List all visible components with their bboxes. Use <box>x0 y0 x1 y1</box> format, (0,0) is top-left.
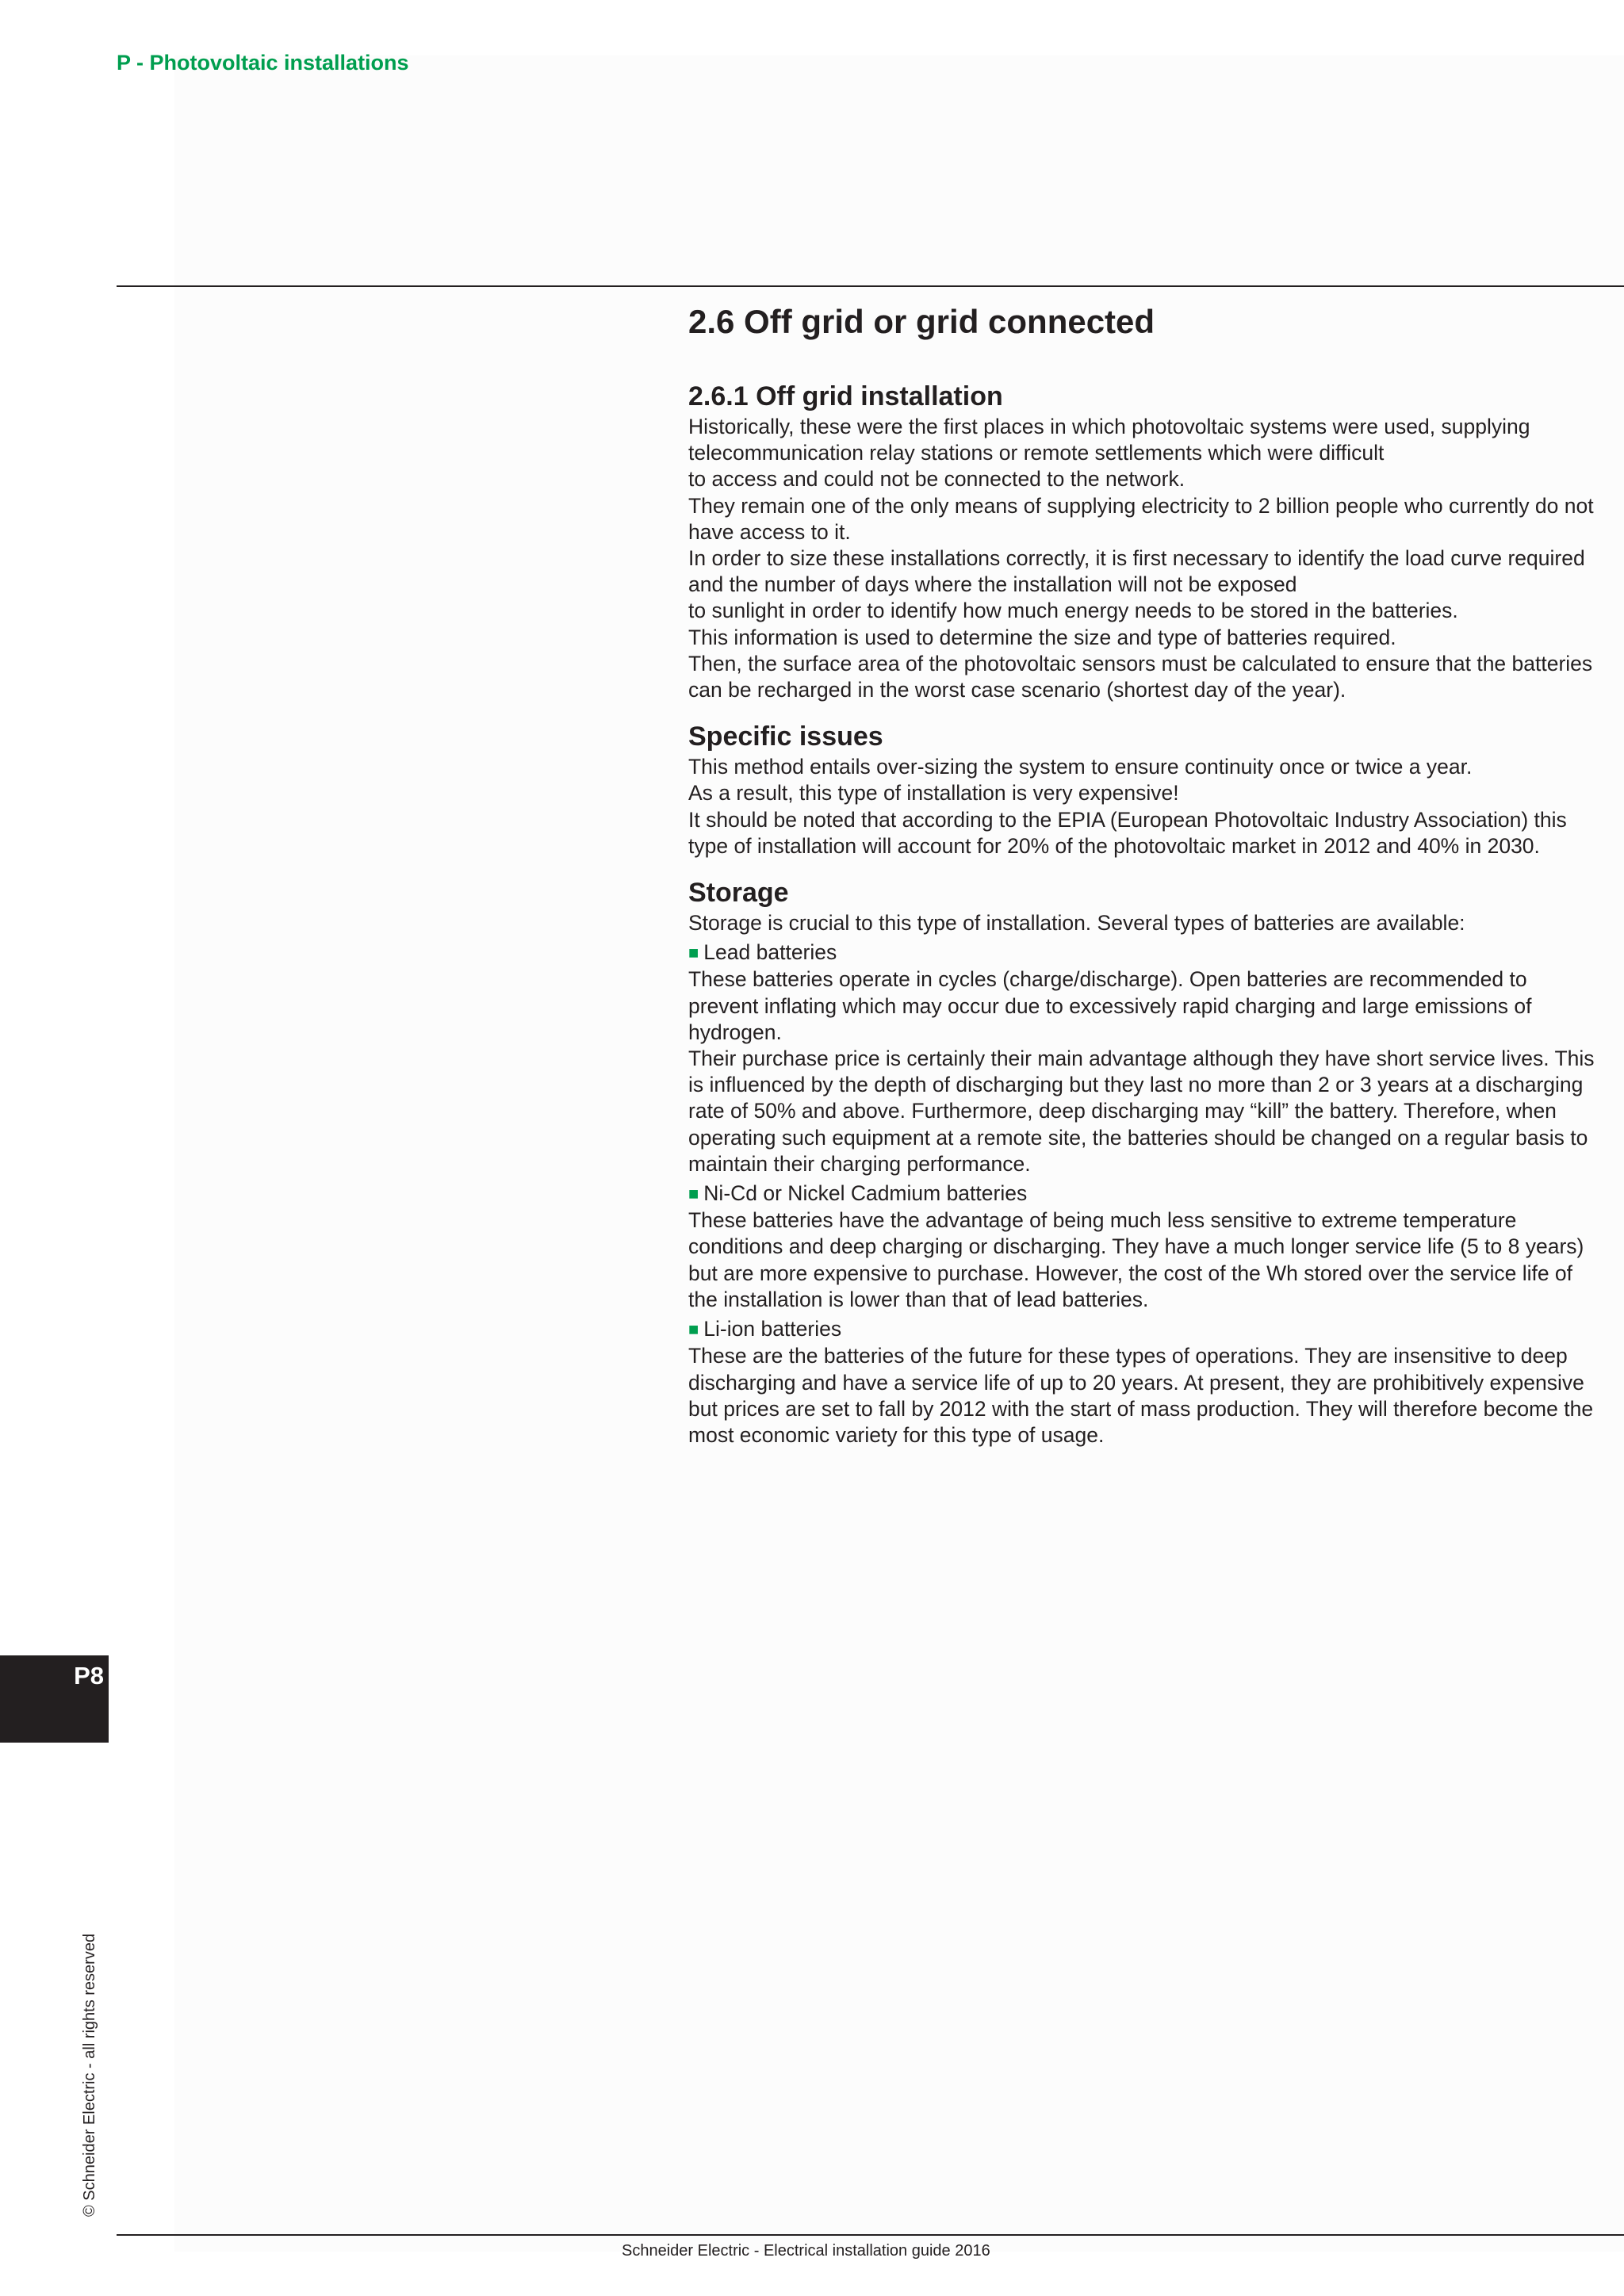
paragraph: This information is used to determine the size and type of batteries required. <box>688 625 1396 649</box>
bullet-item-nicd <box>688 1181 1600 1207</box>
subsection-heading-off-grid: 2.6.1 Off grid installation <box>688 381 1003 411</box>
bullet-square-icon: ■ <box>688 943 699 963</box>
main-content <box>688 300 1600 1448</box>
section-header: P - Photovoltaic installations <box>117 51 409 75</box>
paragraph: Historically, these were the first places in which photovoltaic systems were used, supplying telecommunication relay stations or remote settlements which were difficult <box>688 415 1530 465</box>
copyright-notice: © Schneider Electric - all rights reserved <box>81 1933 98 2217</box>
paragraph: It should be noted that according to the EPIA (European Photovoltaic Industry Association) this type of installation will account for 20% of the photovoltaic market in 2012 and 40% in 2030. <box>688 807 1567 858</box>
page-number: P8 <box>74 1662 104 1689</box>
subsection-heading-storage: Storage <box>688 878 789 909</box>
paragraph: These are the batteries of the future for these types of operations. They are insensitive to deep discharging and have a service life of up to 20 years. At present, they are prohibitively expensive but prices are set to fall by 2012 with the start of mass production. They will therefore become the most economic variety for this type of usage. <box>688 1344 1594 1447</box>
top-rule <box>117 285 1624 287</box>
paragraph: In order to size these installations correctly, it is first necessary to identify the load curve required and the number of days where the installation will not be exposed <box>688 546 1585 597</box>
paragraph: These batteries have the advantage of being much less sensitive to extreme temperature conditions and deep charging or discharging. They have a much longer service life (5 to 8 years) but are more expensive to purchase. However, the cost of the Wh stored over the service life of the installation is lower than that of lead batteries. <box>688 1208 1584 1311</box>
bullet-label: Lead batteries <box>703 940 837 965</box>
subsection-heading-specific-issues: Specific issues <box>688 721 883 752</box>
paragraph: Then, the surface area of the photovoltaic sensors must be calculated to ensure that the batteries can be recharged in the worst case scenario (shortest day of the year). <box>688 651 1593 702</box>
section-title: 2.6 Off grid or grid connected <box>688 303 1155 340</box>
bullet-label: Li-ion batteries <box>703 1317 842 1341</box>
bullet-square-icon: ■ <box>688 1319 699 1340</box>
paragraph: As a result, this type of installation is very expensive! <box>688 781 1179 806</box>
footer-text: Schneider Electric - Electrical installation guide 2016 <box>622 2242 990 2260</box>
paragraph: to sunlight in order to identify how much energy needs to be stored in the batteries. <box>688 599 1458 623</box>
paragraph: Storage is crucial to this type of installation. Several types of batteries are available: <box>688 911 1465 936</box>
paragraph: These batteries operate in cycles (charge/discharge). Open batteries are recommended to prevent inflating which may occur due to excessively rapid charging and large emissions of hydrogen. <box>688 967 1532 1044</box>
paragraph: This method entails over-sizing the system to ensure continuity once or twice a year. <box>688 755 1473 779</box>
paragraph: They remain one of the only means of supplying electricity to 2 billion people who currently do not have access to it. <box>688 493 1594 544</box>
bullet-square-icon: ■ <box>688 1184 699 1204</box>
page-number-tab <box>0 1655 109 1743</box>
bullet-item-lead <box>688 939 1600 966</box>
bottom-rule <box>117 2234 1624 2236</box>
paragraph: Their purchase price is certainly their main advantage although they have short service lives. This is influenced by the depth of discharging but they last no more than 2 or 3 years at a discharging rate of 50% and above. Furthermore, deep discharging may “kill” the battery. Therefore, when operating such equipment at a remote site, the batteries should be changed on a regular basis to maintain their charging performance. <box>688 1047 1595 1176</box>
bullet-item-liion <box>688 1316 1600 1342</box>
bullet-label: Ni-Cd or Nickel Cadmium batteries <box>703 1181 1028 1206</box>
paragraph: to access and could not be connected to the network. <box>688 467 1185 492</box>
